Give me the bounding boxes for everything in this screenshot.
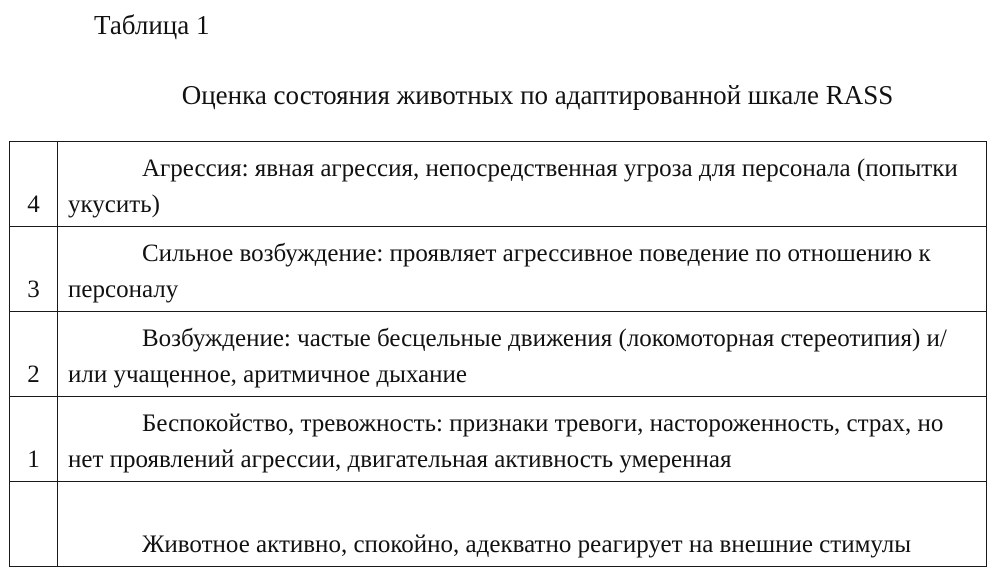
table-row [10,397,987,482]
description-cell [58,227,987,312]
table-row [10,312,987,397]
score-cell [10,482,58,567]
description-cell [58,312,987,397]
score-cell: 2 [10,312,58,397]
description-text: Животное активно, спокойно, адекватно реагирует на внешние стимулы [142,531,912,558]
rass-scale-table [9,141,987,567]
description-cell [58,397,987,482]
description-text: Беспокойство, тревожность: признаки тревоги, настороженность, страх, но нет проявлений агрессии, двигательная активность умеренная [68,410,944,473]
score-cell: 3 [10,227,58,312]
description-text: Сильное возбуждение: проявляет агрессивное поведение по отношению к персоналу [68,240,931,303]
table-row [10,142,987,227]
description-text: Агрессия: явная агрессия, непосредственная угроза для персонала (попытки укусить) [68,155,958,218]
table-caption: Оценка состояния животных по адаптированной шкале RASS [181,80,894,110]
table-number-label: Таблица 1 [94,10,210,40]
score-cell: 4 [10,142,58,227]
description-cell [58,482,987,567]
score-cell: 1 [10,397,58,482]
table-row [10,482,987,567]
description-text: Возбуждение: частые бесцельные движения (локомоторная стереотипия) и/или учащенное, аритмичное дыхание [68,325,947,388]
description-cell [58,142,987,227]
table-row [10,227,987,312]
